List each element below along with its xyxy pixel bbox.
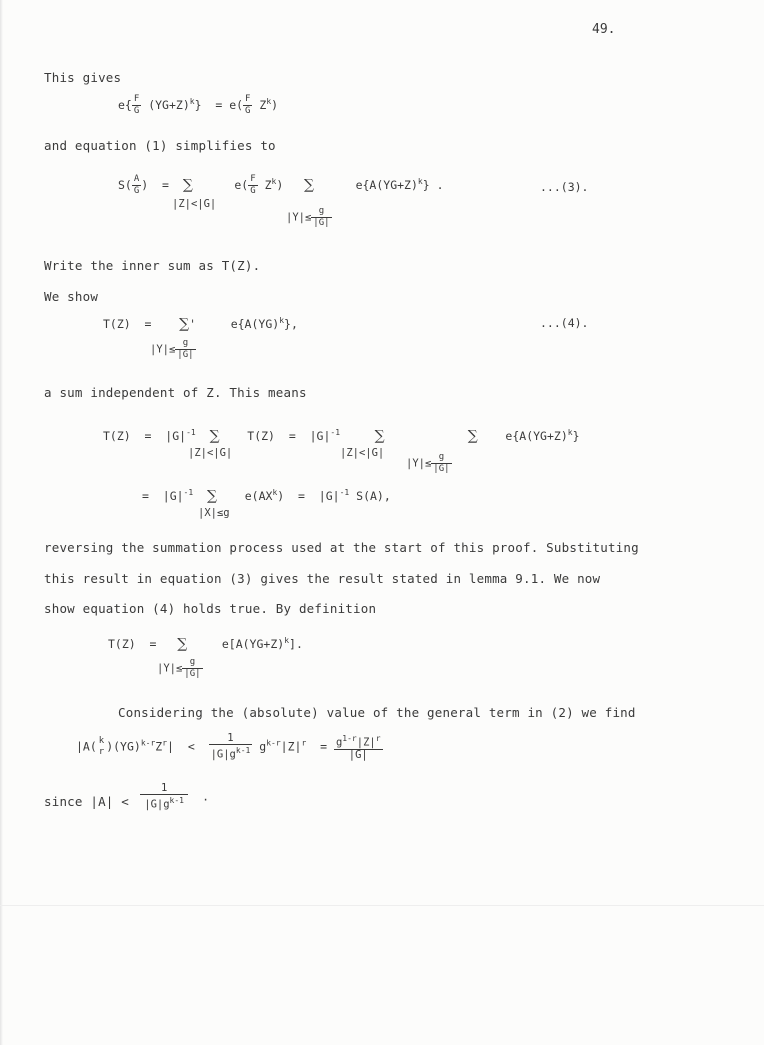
eq3-sum1-range: |Z|<|G| (172, 198, 217, 210)
equation-3-label: ...(3). (540, 180, 589, 194)
text-considering: Considering the (absolute) value of the general term in (2) we find (118, 705, 636, 720)
eq-means-2-range: |X|≤g (198, 507, 230, 519)
equation-4: T(Z) = ∑' e{A(YG)$^k$}, (103, 316, 298, 332)
equation-since: $\frac{1}{|G|g^{k-1}}$ . (142, 782, 210, 811)
equation-bound: |A( k r )$(YG)^{k-r}Z^r|$ < $\frac{1}{|G|g^{k-1}}$ $g^{k-r}|Z|^r$ = $\frac{g^{1-r}|Z|^r}{|G|}$ (76, 732, 381, 761)
text-reversing-2: this result in equation (3) gives the result stated in lemma 9.1. We now (44, 571, 601, 586)
eq-means-1-range-b: |Z|<|G| (340, 447, 385, 459)
eq-def-range: |Y|≤ $\frac{g}{|G|}$ (157, 657, 201, 679)
text-write-inner: Write the inner sum as T(Z). (44, 258, 261, 273)
text-this-gives: This gives (44, 70, 122, 85)
text-reversing-3: show equation (4) holds true. By definition (44, 601, 377, 616)
equation-gives: e{ $\frac{F}{G}$ $(YG+Z)^k\} = e$( $\frac{F}{G}$ $Z^k$) (118, 94, 279, 116)
equation-4-label: ...(4). (540, 316, 589, 330)
text-we-show: We show (44, 289, 99, 304)
equation-means-1: $T(Z) = |G|^{-1}$ ∑ $T(Z) = |G|^{-1}$ ∑ ∑ $e\{A(YG+Z)^k\}$ (103, 428, 580, 444)
page-number: 49. (592, 22, 616, 37)
eq-means-1-range-a: |Z|<|G| (188, 447, 233, 459)
page-bottom-rule (0, 905, 764, 906)
eq-means-1-range-c: |Y|≤ $\frac{g}{|G|}$ (406, 452, 450, 474)
text-sum-independent: a sum independent of Z. This means (44, 385, 307, 400)
equation-means-2: = $|G|^{-1}$ ∑ $e(AX^k) = |G|^{-1}$ S(A), (142, 488, 391, 504)
eq4-sum-range: |Y|≤ $\frac{g}{|G|}$ (150, 338, 194, 360)
text-simplifies: and equation (1) simplifies to (44, 138, 276, 153)
eq3-sum2-range: |Y|≤ $\frac{g}{|G|}$ (286, 206, 330, 228)
text-reversing-1: reversing the summation process used at the start of this proof. Substituting (44, 540, 639, 555)
text-since: since |A| < (44, 794, 129, 809)
equation-definition: T(Z) = ∑ $e[A(YG+Z)^k]$. (108, 636, 303, 652)
page-edge-shadow (0, 0, 3, 1045)
equation-3: S( $\frac{A}{G}$ ) = ∑ e( $\frac{F}{G}$ $Z^k$) ∑ $e\{A(YG+Z)^k\}$ . (118, 174, 444, 196)
